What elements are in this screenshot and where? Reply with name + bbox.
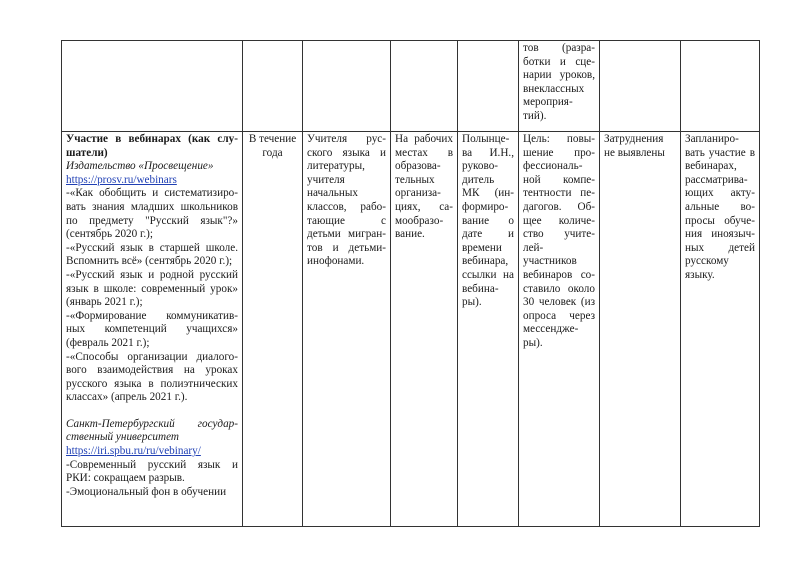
event-title: Участие в вебинарах (как слу-шатели) <box>66 133 238 159</box>
publisher-spbu: Санкт-Петербургский государ-ственный университет <box>66 417 238 444</box>
cell-plans-webinars: Запланиро-вать участие в вебинарах, рассматрива-ющих акту-альные во-просы обуче-ния иноязыч-ных детей русскому языку. <box>681 132 760 527</box>
cell-responsible-webinars: Полынце-ва И.Н., руково-дитель МК (ин-формиро-вание о дате и времени вебинара, ссылки на вебина-ры). <box>458 132 519 527</box>
cell-event <box>62 41 243 132</box>
cell-participants-webinars: Учителя рус-ского языка и литературы, учителя начальных классов, рабо-тающие с детьми мигран-тов и детьми-инофонами. <box>303 132 391 527</box>
cell-plans <box>681 41 760 132</box>
webinar-item: -«Формирование коммуникатив-ных компетенций учащихся» (февраль 2021 г.); <box>66 309 238 349</box>
table-row-previous <box>62 41 760 132</box>
cell-period <box>243 41 303 132</box>
table-row-webinars <box>62 132 760 527</box>
cell-result-webinars: Цель: повы-шение про-фессиональ-ной компе-тентности пе-дагогов. Об-щее количе-ство учите-лей-участников вебинаров со-ставило около 30 человек (из опроса через мессендже-ры). <box>519 132 600 527</box>
cell-participants <box>303 41 391 132</box>
cell-responsible <box>458 41 519 132</box>
cell-difficulties <box>600 41 681 132</box>
webinar-item: -«Как обобщить и систематизиро-вать знания младших школьников по предмету "Русский язык"?» (сентябрь 2020 г.); <box>66 187 238 241</box>
webinar-item: -Современный русский язык и РКИ: сокращаем разрыв. <box>66 458 238 485</box>
cell-place-webinars: На рабочих местах в образова-тельных организа-циях, са-мообразо-вание. <box>391 132 458 527</box>
webinar-item: -Эмоциональный фон в обучении <box>66 485 227 498</box>
report-table <box>61 40 760 527</box>
webinar-item: -«Русский язык в старшей школе. Вспомнить всё» (сентябрь 2020 г.); <box>66 241 238 268</box>
link-prosv-webinars[interactable]: https://prosv.ru/webinars <box>66 173 177 186</box>
cell-period-webinars: В течение года <box>243 132 303 527</box>
link-spbu-webinars[interactable]: https://iri.spbu.ru/ru/vebinary/ <box>66 445 201 458</box>
webinar-item: -«Способы организации диалого-вого взаимодействия на уроках русского языка в полиэтнических классах» (апрель 2021 г.). <box>66 350 238 404</box>
cell-event-webinars <box>62 132 243 527</box>
webinar-item: -«Русский язык и родной русский язык в школе: современный урок» (январь 2021 г.); <box>66 268 238 309</box>
cell-place <box>391 41 458 132</box>
cell-result: тов (разра-ботки и сце-нарии уроков, внеклассных мероприя-тий). <box>519 41 600 132</box>
cell-difficulties-webinars: Затруднения не выявлены <box>600 132 681 527</box>
publisher-prosveshchenie: Издательство «Просвещение» <box>66 160 214 173</box>
